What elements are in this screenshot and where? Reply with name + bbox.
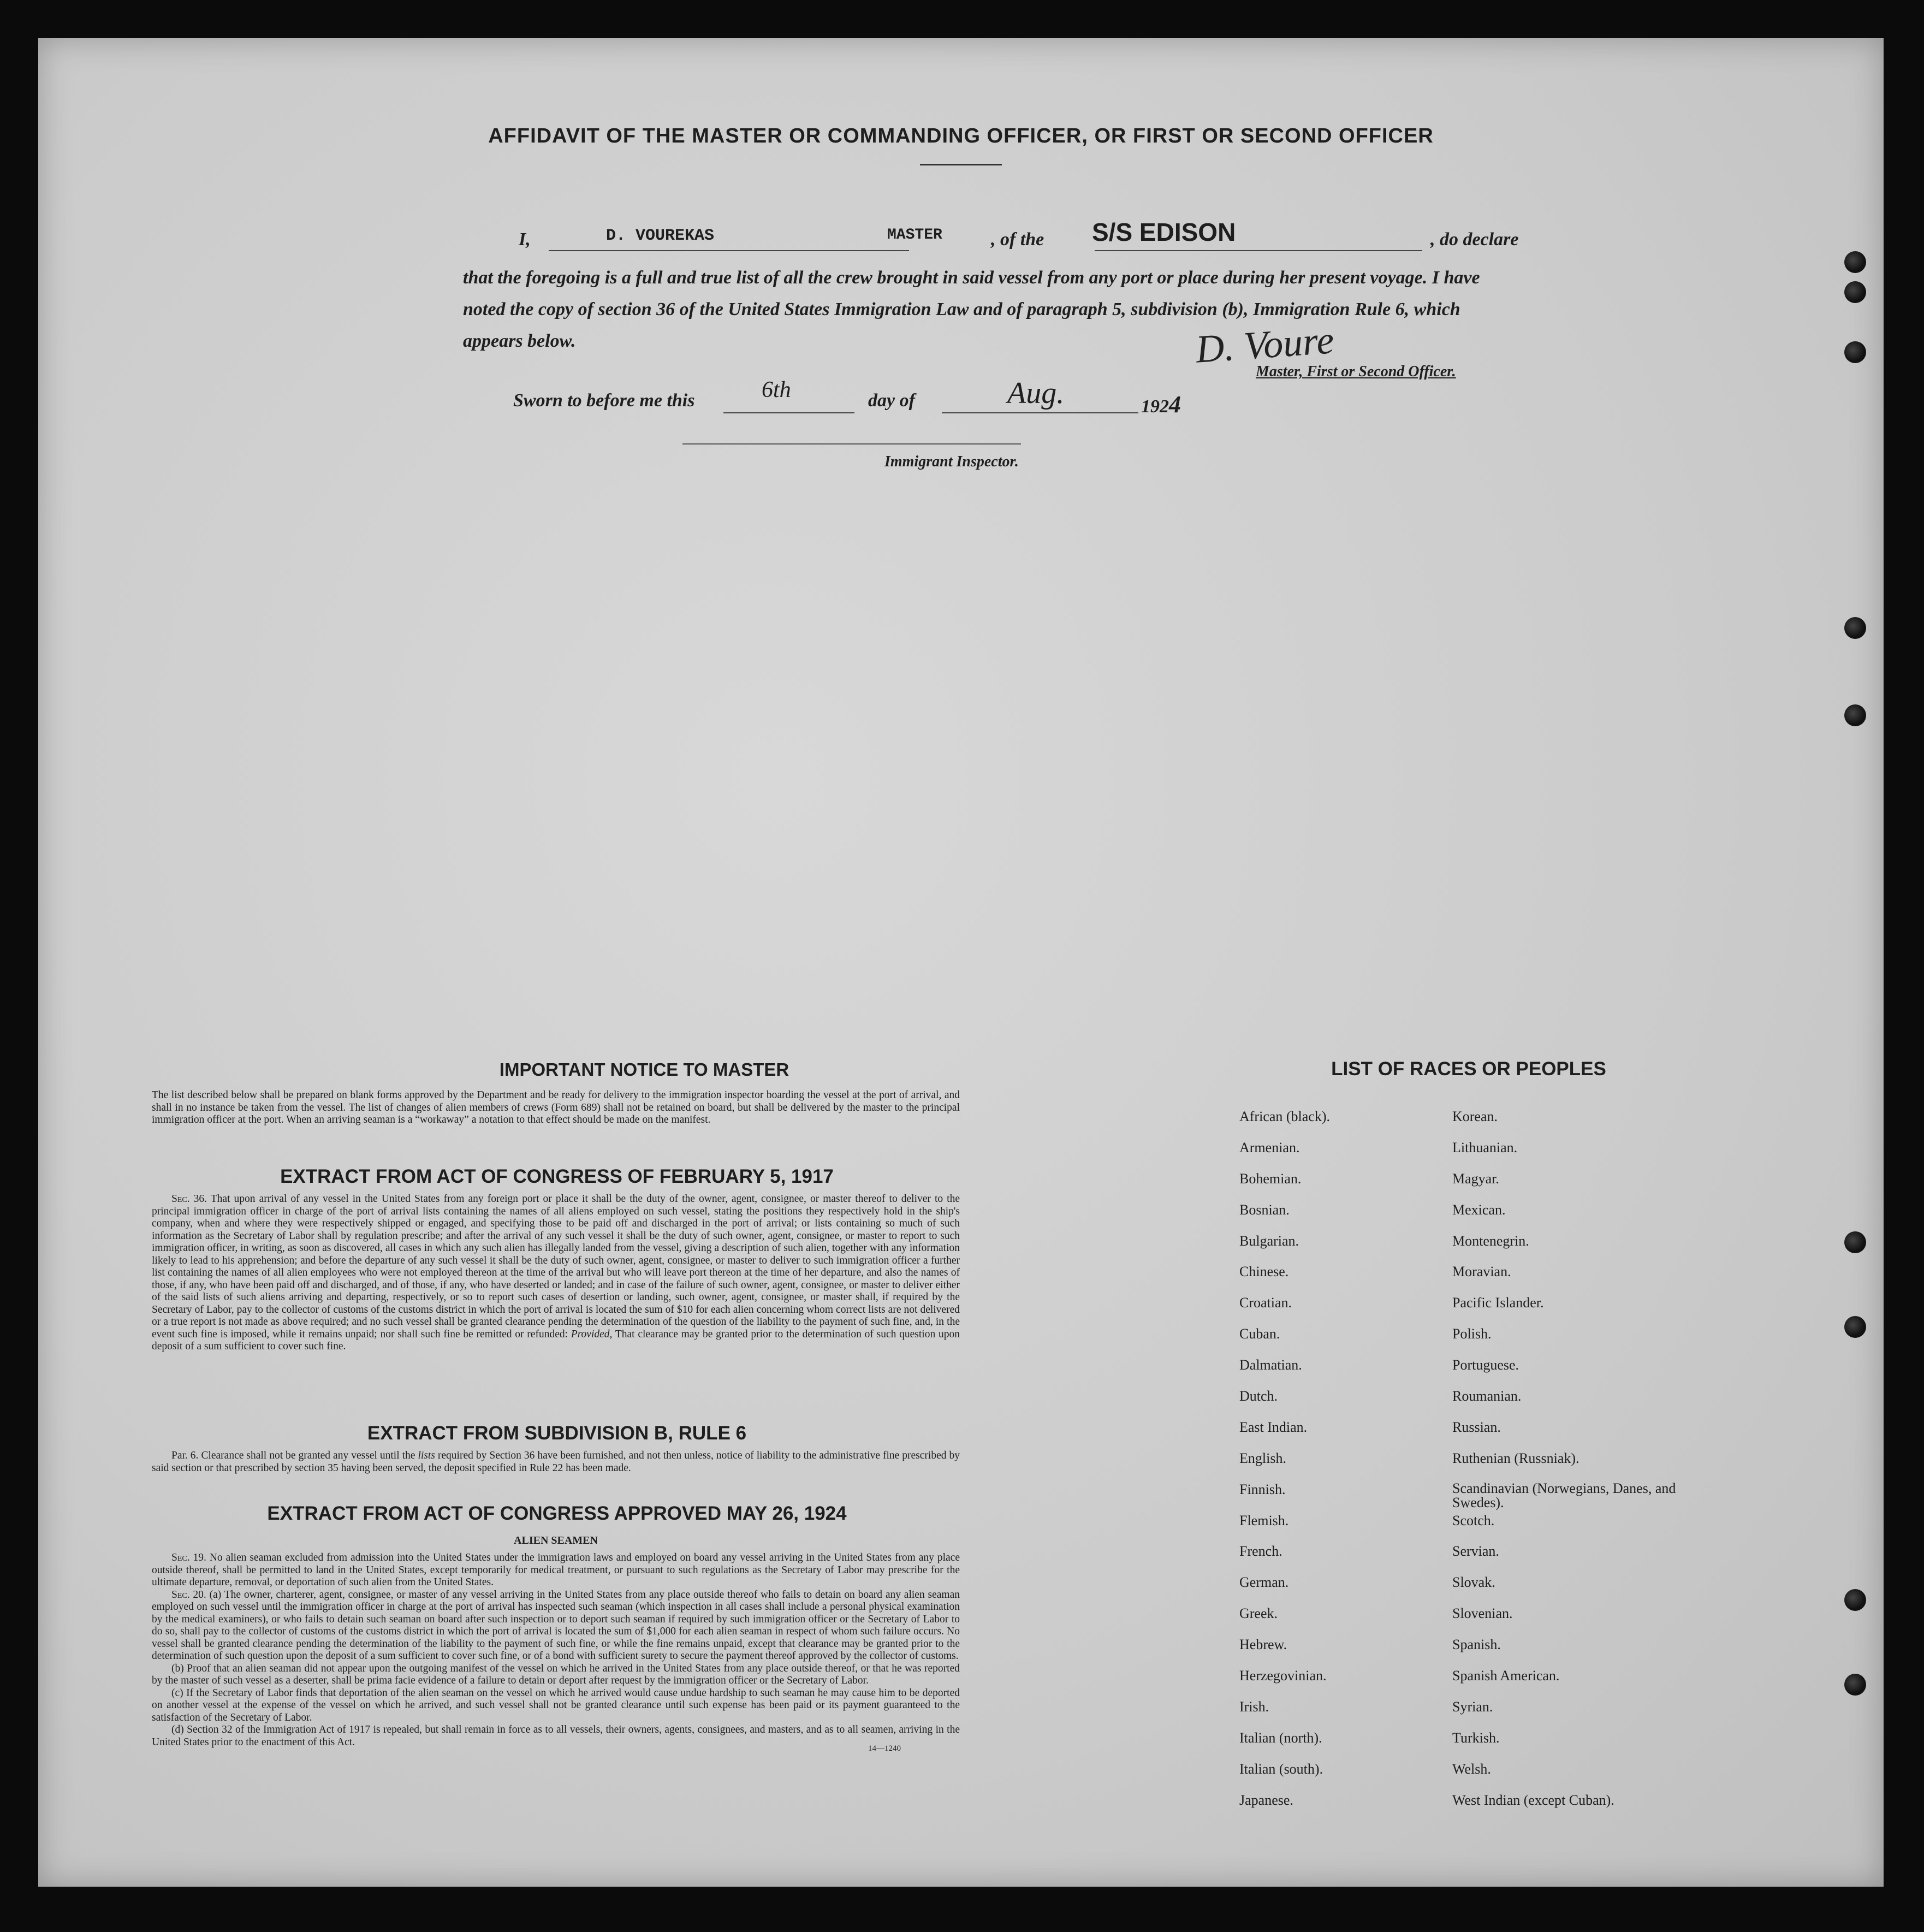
notice-title: IMPORTANT NOTICE TO MASTER xyxy=(499,1059,789,1080)
punch-hole xyxy=(1844,1589,1866,1611)
punch-hole xyxy=(1844,281,1866,303)
name-fill-line xyxy=(549,250,909,251)
race-item: German. xyxy=(1239,1574,1289,1591)
race-item: Armenian. xyxy=(1239,1139,1300,1155)
sworn-text: Sworn to before me this xyxy=(513,390,695,411)
punch-hole xyxy=(1844,251,1866,273)
extract-1917-body xyxy=(152,1193,960,1353)
declaration-do-declare: , do declare xyxy=(1430,229,1519,250)
vessel-name: S/S EDISON xyxy=(1092,218,1236,246)
par6-text: Clearance shall not be granted any vessel until the xyxy=(198,1450,418,1461)
vessel-fill-line xyxy=(1095,250,1422,251)
race-item: Japanese. xyxy=(1239,1792,1293,1808)
punch-hole xyxy=(1844,1316,1866,1338)
race-item: Flemish. xyxy=(1239,1512,1289,1528)
declaration-body: that the foregoing is a full and true list of all the crew brought in said vessel from any port or place during her present voyage. I have noted the copy of section 36 of the United States Immigration Law and of paragraph 5, subdivision (b), Immigration Rule 6, which appears below. xyxy=(463,268,1480,351)
race-item: Roumanian. xyxy=(1452,1388,1522,1404)
sec36-tail: That clearance may be granted prior to the determination of such question upon deposit of a sum sufficient to cover such fine. xyxy=(152,1328,960,1352)
sworn-year xyxy=(1141,390,1181,418)
affidavit-title: AFFIDAVIT OF THE MASTER OR COMMANDING OFFICER, OR FIRST OR SECOND OFFICER xyxy=(488,125,1434,147)
race-item: Spanish. xyxy=(1452,1637,1501,1653)
master-signature: D. Voure xyxy=(1194,318,1335,371)
race-item: Finnish. xyxy=(1239,1481,1286,1497)
race-item: East Indian. xyxy=(1239,1419,1308,1435)
declaration-of-the: , of the xyxy=(991,229,1044,250)
race-item: Slovenian. xyxy=(1452,1605,1513,1622)
race-item: Dalmatian. xyxy=(1239,1357,1302,1373)
master-rank: MASTER xyxy=(887,227,942,244)
inspector-label: Immigrant Inspector. xyxy=(884,453,1019,470)
race-item: Slovak. xyxy=(1452,1574,1495,1591)
sworn-day-of: day of xyxy=(868,390,915,411)
race-item: Magyar. xyxy=(1452,1170,1499,1187)
sworn-year-digit: 4 xyxy=(1169,391,1181,418)
race-item: Polish. xyxy=(1452,1326,1492,1342)
race-item: Bulgarian. xyxy=(1239,1232,1299,1249)
race-item: Herzegovinian. xyxy=(1239,1668,1327,1684)
extract-rule6-title: EXTRACT FROM SUBDIVISION B, RULE 6 xyxy=(367,1423,747,1444)
declaration-i: I, xyxy=(519,229,531,250)
par6-lead: Par. 6. xyxy=(171,1450,199,1461)
document-sheet xyxy=(38,38,1884,1887)
extract-rule6-body xyxy=(152,1450,960,1474)
alien-seamen-subtitle: ALIEN SEAMEN xyxy=(514,1534,598,1546)
race-item: Moravian. xyxy=(1452,1264,1511,1280)
race-item: Russian. xyxy=(1452,1419,1501,1435)
par6-tail: required by Section 36 have been furnished, and not then unless, notice of liability to the administrative fine prescribed by said section or that prescribed by section 35 having been served, the deposit specified in Rule 22 has been made. xyxy=(152,1450,960,1474)
sec20b-text: (b) Proof that an alien seaman did not appear upon the outgoing manifest of the vessel on which he arrived in the United States from any place outside thereof, or that he was reported by the master of such vessel as a deserter, shall be prima facie evidence of a failure to detain or deport after request by the immigration officer or the Secretary of Labor. xyxy=(152,1662,960,1686)
race-item: Dutch. xyxy=(1239,1388,1278,1404)
notice-body: The list described below shall be prepared on blank forms approved by the Department and be ready for delivery to the immigration inspector boarding the vessel at the port of arrival, and shall in no instance be taken from the vessel. The list of changes of alien members of crews (Form 689) shall not be retained on board, but shall be delivered by the master to the principal immigration officer at the port. When an arriving seaman is a “workaway” a notation to that effect should be made on the manifest. xyxy=(152,1089,960,1125)
race-item: Montenegrin. xyxy=(1452,1232,1529,1249)
sec36-text: That upon arrival of any vessel in the United States from any foreign port or place it shall be the duty of the owner, agent, consignee, or master thereof to deliver to the principal immigration officer in charge of the port of arrival lists containing the names of all aliens employed on such vessel, stating the positions they respectively hold in the ship's company, when and where they were respectively shipped or engaged, and specifying those to be paid off and discharged in the port of arrival; or lists containing so much of such information as the Secretary of Labor shall by regulation prescribe; and after the arrival of any such vessel it shall be the duty of such owner, agent, consignee, or master to report to such immigration officer, in writing, as soon as discovered, all cases in which any such alien has illegally landed from the vessel, giving a description of such alien, together with any information likely to lead to his apprehension; and before the departure of any such vessel it shall be the duty of such owner, agent, consignee, or master to deliver to such immigration officer a further list containing the names of all alien employees who were not employed thereon at the time of the arrival but who will leave port thereon at the time of her departure, and also the names of those, if any, who have been paid off and discharged, and of those, if any, who have deserted or landed; and in case of the failure of such owner, agent, consignee, or master to deliver either of the said lists of such aliens arriving and departing, respectively, or so to report such cases of desertion or landing, such owner, agent, consignee, or master shall, if required by the Secretary of Labor, pay to the collector of customs of the customs district in which the port of arrival is located the sum of $10 for each alien concerning whom correct lists are not delivered or a true report is not made as above required; and no such vessel shall be granted clearance pending the determination of the question of the liability to the payment of such fine, and, in the event such fine is imposed, while it remains unpaid; nor shall such fine be remitted or refunded: xyxy=(152,1193,960,1340)
extract-1924-title: EXTRACT FROM ACT OF CONGRESS APPROVED MAY 26, 1924 xyxy=(267,1503,847,1524)
race-item: Italian (south). xyxy=(1239,1761,1323,1777)
races-title: LIST OF RACES OR PEOPLES xyxy=(1331,1058,1606,1080)
punch-hole xyxy=(1844,1674,1866,1696)
race-item: Croatian. xyxy=(1239,1295,1292,1311)
race-item: English. xyxy=(1239,1450,1286,1466)
title-rule xyxy=(920,164,1002,165)
extract-1917-title: EXTRACT FROM ACT OF CONGRESS OF FEBRUARY 5, 1917 xyxy=(280,1166,834,1187)
day-fill-line xyxy=(723,412,854,413)
race-item: Bosnian. xyxy=(1239,1201,1290,1218)
races-left-column xyxy=(1239,1109,1447,1823)
race-item: Bohemian. xyxy=(1239,1170,1302,1187)
race-item: Syrian. xyxy=(1452,1698,1493,1715)
race-item: Servian. xyxy=(1452,1543,1499,1560)
sworn-year-prefix: 192 xyxy=(1141,396,1169,417)
form-number: 14—1240 xyxy=(868,1744,901,1753)
races-right-column xyxy=(1452,1109,1693,1823)
race-item: Pacific Islander. xyxy=(1452,1295,1544,1311)
punch-hole xyxy=(1844,617,1866,639)
sworn-month: Aug. xyxy=(1007,376,1065,410)
sec36-provided: Provided, xyxy=(571,1328,613,1340)
sec20-lead: Sec. 20. xyxy=(171,1589,206,1601)
race-item: Turkish. xyxy=(1452,1729,1500,1746)
sec20a-text: (a) The owner, charterer, agent, consignee, or master of any vessel arriving in the United States from any place outside thereof who fails to detain on board any alien seaman employed on such vessel until the immigration officer in charge at the port of arrival has inspected such seaman (which inspection in all cases shall include a personal physical examination by the medical examiners), or who fails to detain such seaman on board after such inspection or to deport such seaman if required by such immigration officer or the Secretary of Labor to do so, shall pay to the collector of customs of the customs district in which the port of arrival is located the sum of $1,000 for each alien seaman in respect of whom such failure occurs. No vessel shall be granted clearance pending the determination of the liability to the payment of such fine, or while the fine remains unpaid, except that clearance may be granted prior to the determination of such question upon the deposit of a sum sufficient to cover such fine, or of a bond with sufficient surety to secure the payment thereof approved by the collector of customs. xyxy=(152,1589,960,1662)
month-fill-line xyxy=(942,412,1138,413)
race-item: Welsh. xyxy=(1452,1761,1491,1777)
extract-1924-body xyxy=(152,1552,960,1749)
race-item: Spanish American. xyxy=(1452,1668,1560,1684)
race-item: Italian (north). xyxy=(1239,1729,1322,1746)
race-item: Mexican. xyxy=(1452,1201,1506,1218)
punch-hole xyxy=(1844,341,1866,363)
punch-hole xyxy=(1844,704,1866,726)
master-name: D. VOUREKAS xyxy=(606,227,715,245)
signature-label: Master, First or Second Officer. xyxy=(1256,363,1456,380)
sec36-lead: Sec. 36. xyxy=(171,1193,207,1205)
sworn-day: 6th xyxy=(762,377,791,402)
race-item: African (black). xyxy=(1239,1109,1331,1124)
race-item: French. xyxy=(1239,1543,1282,1560)
inspector-fill-line xyxy=(682,443,1021,445)
race-item: Korean. xyxy=(1452,1109,1498,1124)
race-item: Portuguese. xyxy=(1452,1357,1519,1373)
sec19-lead: Sec. 19. xyxy=(171,1552,206,1563)
par6-lists: lists xyxy=(418,1450,435,1461)
race-item: Ruthenian (Russniak). xyxy=(1452,1450,1579,1466)
race-item: Scotch. xyxy=(1452,1512,1495,1528)
sec19-text: No alien seaman excluded from admission into the United States under the immigration laws and employed on board any vessel arriving in the United States from any place outside thereof, shall be permitted to land in the United States, except temporarily for medical treatment, or pursuant to such regulations as the Secretary of Labor may prescribe for the ultimate departure, removal, or deportation of such alien from the United States. xyxy=(152,1552,960,1588)
race-item: Lithuanian. xyxy=(1452,1139,1518,1155)
race-item: Hebrew. xyxy=(1239,1637,1287,1653)
race-item: Scandinavian (Norwegians, Danes, and Swedes). xyxy=(1452,1480,1676,1510)
race-item: Cuban. xyxy=(1239,1326,1280,1342)
race-item: Irish. xyxy=(1239,1698,1269,1715)
race-item: West Indian (except Cuban). xyxy=(1452,1792,1614,1808)
sec20d-text: (d) Section 32 of the Immigration Act of 1917 is repealed, but shall remain in force as to all vessels, their owners, agents, consignees, and masters, and as to all seamen, arriving in the United States prior to the enactment of this Act. xyxy=(152,1724,960,1748)
race-item: Chinese. xyxy=(1239,1264,1289,1280)
race-item: Greek. xyxy=(1239,1605,1278,1622)
sec20c-text: (c) If the Secretary of Labor finds that deportation of the alien seaman on the vessel on which he arrived would cause undue hardship to such seaman he may cause him to be deported on another vessel at the expense of the vessel on which he arrived, and such vessel shall not be granted clearance until such expense has been paid or its payment guaranteed to the satisfaction of the Secretary of Labor. xyxy=(152,1687,960,1723)
punch-hole xyxy=(1844,1231,1866,1253)
